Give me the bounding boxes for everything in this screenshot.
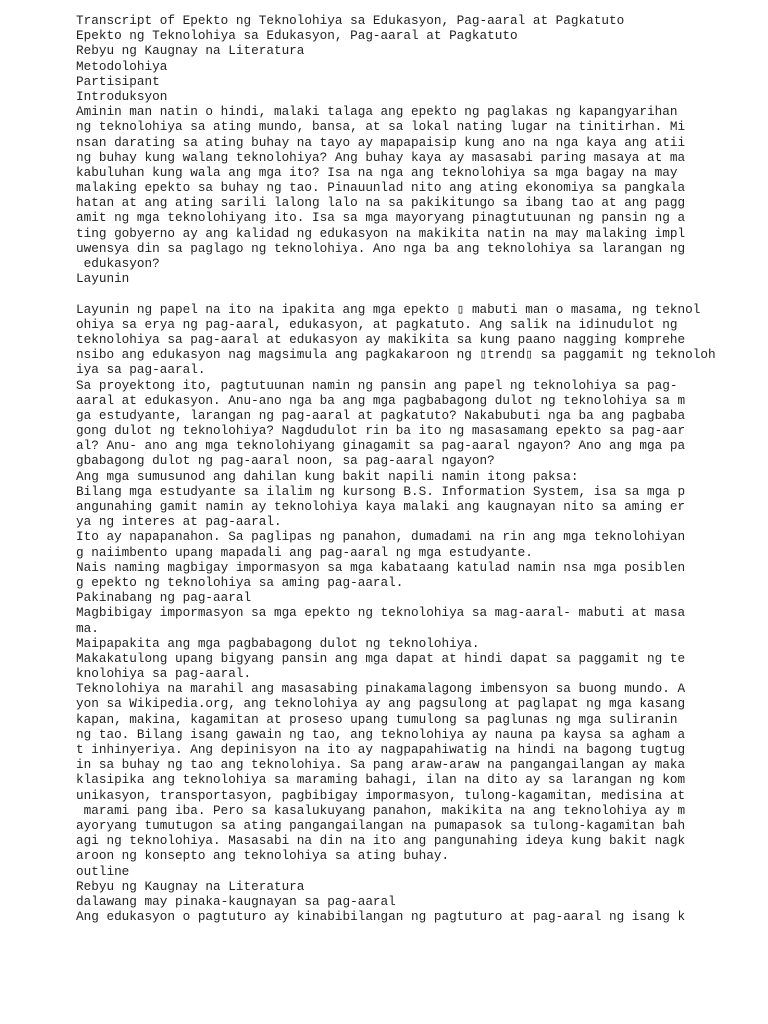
section-heading: Introduksyon: [76, 88, 168, 104]
section-heading: Layunin: [76, 271, 130, 287]
text-line: g naiimbento upang mapadali ang pag-aaral ng mga estudyante.: [76, 544, 533, 560]
text-line: ayoryang tumutugon sa ating pangangailangan na pumapasok sa tulong-kagamitan bah: [76, 817, 686, 833]
text-line: malaking epekto sa buhay ng tao. Pinauunlad nito ang ating ekonomiya sa pangkala: [76, 180, 686, 196]
text-line: g epekto ng teknolohiya sa aming pag-aaral.: [76, 574, 404, 590]
section-heading: Rebyu ng Kaugnay na Literatura: [76, 878, 305, 894]
text-line: al? Anu- ano ang mga teknolohiyang ginagamit sa pag-aaral ngayon? Ano ang mga pa: [76, 438, 686, 454]
text-line: aaral at edukasyon. Anu-ano nga ba ang mga pagbabagong dulot ng teknolohiya sa m: [76, 392, 686, 408]
text-line: nsan darating sa ating buhay na tayo ay mapapaisip kung ano na nga kaya ang atii: [76, 134, 686, 150]
text-line: klasipika ang teknolohiya sa maraming bahagi, ilan na dito ay sa larangan ng kom: [76, 772, 686, 788]
section-heading: Metodolohiya: [76, 58, 168, 74]
text-line: angunahing gamit namin ay teknolohiya kaya malaki ang kaugnayan nito sa aming er: [76, 499, 686, 514]
text-line: in sa buhay ng tao ang teknolohiya. Sa pang araw-araw na pangangailangan ay maka: [76, 757, 686, 773]
text-line: agi ng teknolohiya. Masasabi na din na ito ang pangunahing ideya kung bakit nagk: [76, 833, 686, 849]
text-line: ng buhay kung walang teknolohiya? Ang buhay kaya ay masasabi paring masaya at ma: [76, 149, 686, 165]
text-line: ya ng interes at pag-aaral.: [76, 514, 282, 530]
text-line: ng tao. Bilang isang gawain ng tao, ang teknolohiya ay nauna pa kaysa sa agham a: [76, 726, 686, 742]
text-line: amit ng mga teknolohiyang ito. Isa sa mga mayoryang pinagtutuunan ng pansin ng a: [76, 210, 686, 226]
text-line: t inhinyeriya. Ang depinisyon na ito ay nagpapahiwatig na hindi na bagong tugtug: [76, 742, 686, 757]
text-line: uwensya din sa paglago ng teknolohiya. Ano nga ba ang teknolohiya sa larangan ng: [76, 240, 686, 256]
text-line: gbabagong dulot ng pag-aaral noon, sa pag-aaral ngayon?: [76, 453, 495, 469]
text-line: Nais naming magbigay impormasyon sa mga kabataang katulad namin nsa mga posiblen: [76, 559, 686, 575]
section-heading: Partisipant: [76, 73, 160, 89]
text-line: ga estudyante, larangan ng pag-aaral at pagkatuto? Nakabubuti nga ba ang pagbaba: [76, 407, 686, 423]
text-line: hatan at ang ating sarili lalong lalo na sa pakikitungo sa ibang tao at ang pagg: [76, 195, 686, 211]
text-line: kapan, makina, kagamitan at proseso upang tumulong sa paglunas ng mga suliranin: [76, 711, 678, 727]
text-line: knolohiya sa pag-aaral.: [76, 666, 252, 682]
section-heading: Pakinabang ng pag-aaral: [76, 590, 252, 606]
document-text: [76, 13, 766, 924]
blank-line: [76, 286, 766, 301]
text-line: ng teknolohiya sa ating mundo, bansa, at sa lokal nating lugar na tinitirhan. Mi: [76, 119, 686, 135]
text-line: aroon ng konsepto ang teknolohiya sa ating buhay.: [76, 848, 450, 864]
section-heading: outline: [76, 863, 130, 879]
text-line: Aminin man natin o hindi, malaki talaga ang epekto ng paglakas ng kapangyarihan: [76, 104, 678, 120]
text-line: edukasyon?: [76, 256, 160, 271]
text-line: teknolohiya sa pag-aaral at edukasyon ay makikita sa kung paano nagging komprehe: [76, 331, 686, 347]
text-line: yon sa Wikipedia.org, ang teknolohiya ay ang pagsulong at paglapat ng mga kasang: [76, 696, 686, 712]
transcript-title: Transcript of Epekto ng Teknolohiya sa Edukasyon, Pag-aaral at Pagkatuto: [76, 13, 625, 28]
section-heading: Rebyu ng Kaugnay na Literatura: [76, 43, 305, 59]
text-line: Ito ay napapanahon. Sa paglipas ng panahon, dumadami na rin ang mga teknolohiyan: [76, 529, 686, 545]
text-line: ohiya sa erya ng pag-aaral, edukasyon, at pagkatuto. Ang salik na idinudulot ng: [76, 316, 678, 332]
text-line: ting gobyerno ay ang kalidad ng edukasyon na makikita natin na may malaking impl: [76, 225, 686, 241]
text-line: ma.: [76, 620, 99, 636]
text-line: iya sa pag-aaral.: [76, 362, 206, 378]
text-line: nsibo ang edukasyon nag magsimula ang pagkakaroon ng ▯trend▯ sa paggamit ng teknoloh: [76, 347, 716, 363]
text-line: Bilang mga estudyante sa ilalim ng kursong B.S. Information System, isa sa mga p: [76, 483, 686, 499]
text-line: Magbibigay impormasyon sa mga epekto ng teknolohiya sa mag-aaral- mabuti at masa: [76, 605, 686, 621]
document-title: Epekto ng Teknolohiya sa Edukasyon, Pag-aaral at Pagkatuto: [76, 28, 518, 44]
text-line: dalawang may pinaka-kaugnayan sa pag-aaral: [76, 893, 396, 909]
text-line: Maipapakita ang mga pagbabagong dulot ng teknolohiya.: [76, 635, 480, 651]
text-line: marami pang iba. Pero sa kasalukuyang panahon, makikita na ang teknolohiya ay m: [76, 802, 686, 818]
text-line: Ang mga sumusunod ang dahilan kung bakit napili namin itong paksa:: [76, 468, 579, 484]
text-line: kabuluhan kung wala ang mga ito? Isa na nga ang teknolohiya sa mga bagay na may: [76, 164, 678, 180]
text-line: Makakatulong upang bigyang pansin ang mga dapat at hindi dapat sa paggamit ng te: [76, 650, 686, 666]
text-line: unikasyon, transportasyon, pagbibigay impormasyon, tulong-kagamitan, medisina at: [76, 787, 686, 803]
text-line: Teknolohiya na marahil ang masasabing pinakamalagong imbensyon sa buong mundo. A: [76, 681, 686, 697]
text-line: Ang edukasyon o pagtuturo ay kinabibilangan ng pagtuturo at pag-aaral ng isang k: [76, 909, 686, 925]
text-line: Layunin ng papel na ito na ipakita ang mga epekto ▯ mabuti man o masama, ng teknol: [76, 301, 701, 317]
text-line: Sa proyektong ito, pagtutuunan namin ng pansin ang papel ng teknolohiya sa pag-: [76, 377, 678, 393]
text-line: gong dulot ng teknolohiya? Nagdudulot rin ba ito ng masasamang epekto sa pag-aar: [76, 423, 686, 439]
